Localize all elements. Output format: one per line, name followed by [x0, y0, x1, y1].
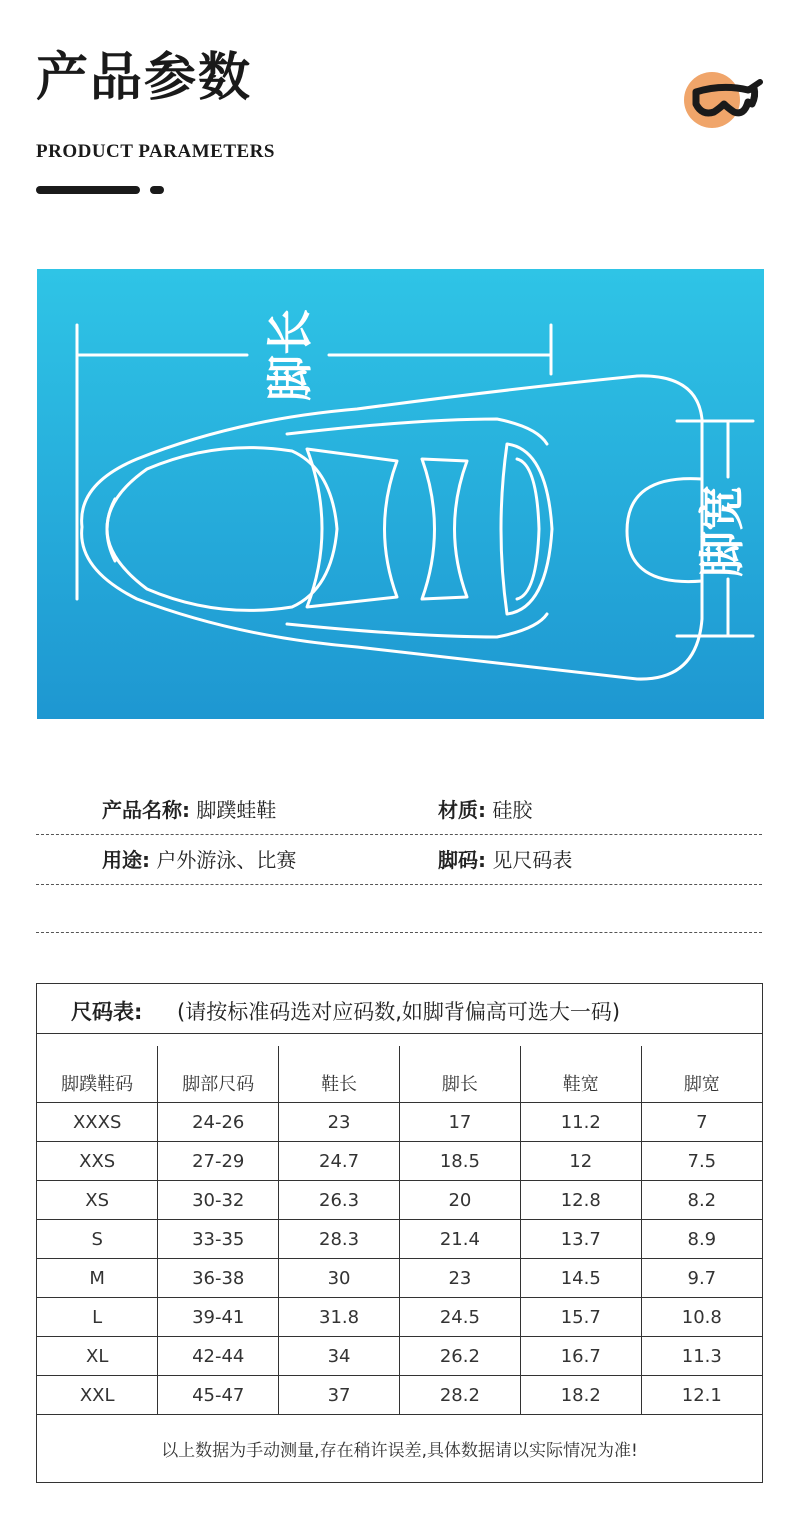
column-header: 脚宽: [641, 1046, 762, 1103]
page-title: 产品参数: [36, 48, 253, 108]
table-cell: XS: [37, 1181, 158, 1220]
table-cell: 9.7: [641, 1259, 762, 1298]
table-cell: S: [37, 1220, 158, 1259]
table-cell: 13.7: [520, 1220, 641, 1259]
size-chart-note: (请按标准码选对应码数,如脚背偏高可选大一码): [177, 1000, 621, 1024]
table-row: [37, 1181, 762, 1220]
table-cell: 12: [520, 1142, 641, 1181]
spec-value: 脚蹼蛙鞋: [196, 798, 277, 822]
table-cell: 18.2: [520, 1376, 641, 1415]
table-cell: 45-47: [158, 1376, 279, 1415]
size-chart: [36, 983, 763, 1483]
table-cell: L: [37, 1298, 158, 1337]
spec-key: 产品名称:: [102, 798, 190, 822]
table-cell: 8.9: [641, 1220, 762, 1259]
table-cell: 23: [279, 1103, 400, 1142]
table-cell: 33-35: [158, 1220, 279, 1259]
table-cell: 12.1: [641, 1376, 762, 1415]
table-cell: 7: [641, 1103, 762, 1142]
column-header: 脚部尺码: [158, 1046, 279, 1103]
spec-key: 脚码:: [438, 848, 486, 872]
table-header-row: [37, 1046, 762, 1103]
table-cell: 26.3: [279, 1181, 400, 1220]
size-chart-heading: [37, 984, 762, 1034]
table-cell: 24.7: [279, 1142, 400, 1181]
column-header: 鞋长: [279, 1046, 400, 1103]
spec-item-material: [438, 794, 532, 823]
table-cell: 30: [279, 1259, 400, 1298]
table-cell: 15.7: [520, 1298, 641, 1337]
table-cell: 18.5: [399, 1142, 520, 1181]
table-row: [37, 1142, 762, 1181]
spec-key: 用途:: [102, 848, 150, 872]
table-cell: 7.5: [641, 1142, 762, 1181]
table-cell: XL: [37, 1337, 158, 1376]
table-cell: 14.5: [520, 1259, 641, 1298]
column-header: 鞋宽: [520, 1046, 641, 1103]
swim-goggles-icon: [682, 66, 772, 130]
column-header: 脚蹼鞋码: [37, 1046, 158, 1103]
table-row: [37, 1376, 762, 1415]
spec-item-foot-size: [438, 844, 572, 873]
spec-item-usage: [102, 844, 296, 873]
table-cell: 17: [399, 1103, 520, 1142]
table-cell: XXS: [37, 1142, 158, 1181]
spec-key: 材质:: [438, 798, 486, 822]
column-header: 脚长: [399, 1046, 520, 1103]
table-cell: 39-41: [158, 1298, 279, 1337]
size-chart-title: 尺码表:: [71, 1000, 143, 1024]
spec-value: 户外游泳、比赛: [156, 848, 297, 872]
table-row: [37, 1298, 762, 1337]
decorative-bar: [36, 186, 140, 194]
fin-diagram: [37, 269, 764, 719]
table-cell: 31.8: [279, 1298, 400, 1337]
table-cell: 28.3: [279, 1220, 400, 1259]
table-row: [37, 1220, 762, 1259]
table-cell: 27-29: [158, 1142, 279, 1181]
table-cell: 20: [399, 1181, 520, 1220]
table-cell: 24-26: [158, 1103, 279, 1142]
spec-row: [36, 834, 762, 885]
spec-value: 见尺码表: [492, 848, 573, 872]
table-cell: 28.2: [399, 1376, 520, 1415]
decorative-dot: [150, 186, 164, 194]
spec-item-product-name: [102, 794, 276, 823]
table-cell: XXXS: [37, 1103, 158, 1142]
table-cell: 10.8: [641, 1298, 762, 1337]
table-row: [37, 1259, 762, 1298]
table-cell: 24.5: [399, 1298, 520, 1337]
table-row: [37, 1337, 762, 1376]
size-table: [37, 1046, 762, 1415]
page-subtitle: PRODUCT PARAMETERS: [36, 141, 275, 162]
table-cell: 23: [399, 1259, 520, 1298]
size-chart-footnote: 以上数据为手动测量,存在稍许误差,具体数据请以实际情况为准!: [161, 1441, 638, 1461]
table-cell: 36-38: [158, 1259, 279, 1298]
foot-length-label: 脚长: [263, 309, 317, 401]
table-cell: 26.2: [399, 1337, 520, 1376]
table-cell: XXL: [37, 1376, 158, 1415]
table-cell: 34: [279, 1337, 400, 1376]
spec-row-empty: [36, 884, 762, 933]
table-cell: 16.7: [520, 1337, 641, 1376]
table-cell: 30-32: [158, 1181, 279, 1220]
table-cell: M: [37, 1259, 158, 1298]
table-cell: 11.3: [641, 1337, 762, 1376]
table-cell: 21.4: [399, 1220, 520, 1259]
table-cell: 11.2: [520, 1103, 641, 1142]
table-row: [37, 1103, 762, 1142]
table-cell: 12.8: [520, 1181, 641, 1220]
table-cell: 8.2: [641, 1181, 762, 1220]
table-cell: 37: [279, 1376, 400, 1415]
table-cell: 42-44: [158, 1337, 279, 1376]
foot-width-label: 脚宽: [695, 485, 749, 577]
spec-row: [36, 784, 762, 835]
spec-value: 硅胶: [492, 798, 533, 822]
